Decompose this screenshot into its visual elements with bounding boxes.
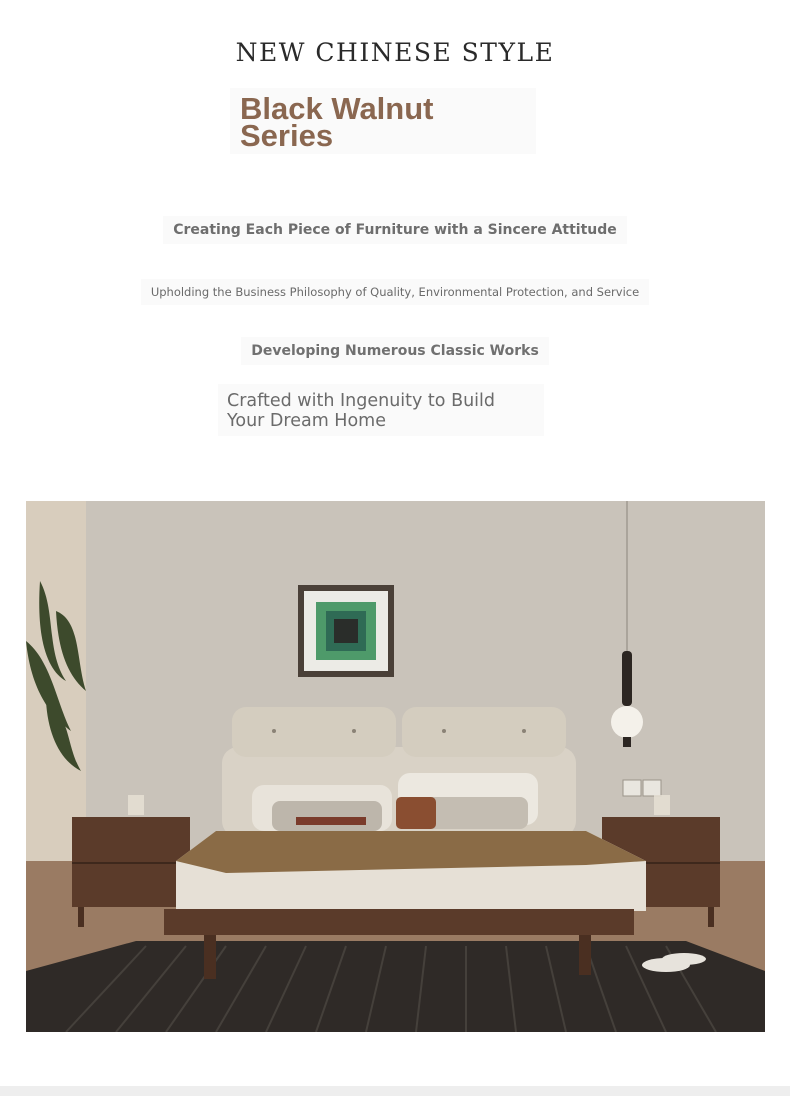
tagline-text: Creating Each Piece of Furniture with a Sincere Attitude (163, 216, 627, 244)
tagline-attitude (0, 222, 790, 238)
wall-art (298, 585, 394, 677)
kicker-heading: NEW CHINESE STYLE (235, 38, 555, 67)
wall-outlet (623, 780, 641, 796)
series-title: Black Walnut Series (240, 91, 434, 153)
bedroom-illustration (26, 501, 765, 1032)
bedroom-photo (26, 501, 765, 1032)
tagline-text: Developing Numerous Classic Works (241, 337, 549, 365)
wall-outlet (643, 780, 661, 796)
tagline-text: Upholding the Business Philosophy of Quality, Environmental Protection, and Service (141, 279, 649, 305)
bottom-divider (0, 1086, 790, 1096)
tagline-classic-works (0, 343, 790, 359)
tagline-philosophy (0, 285, 790, 299)
crafted-slogan: Crafted with Ingenuity to Build Your Dream Home (227, 391, 495, 431)
